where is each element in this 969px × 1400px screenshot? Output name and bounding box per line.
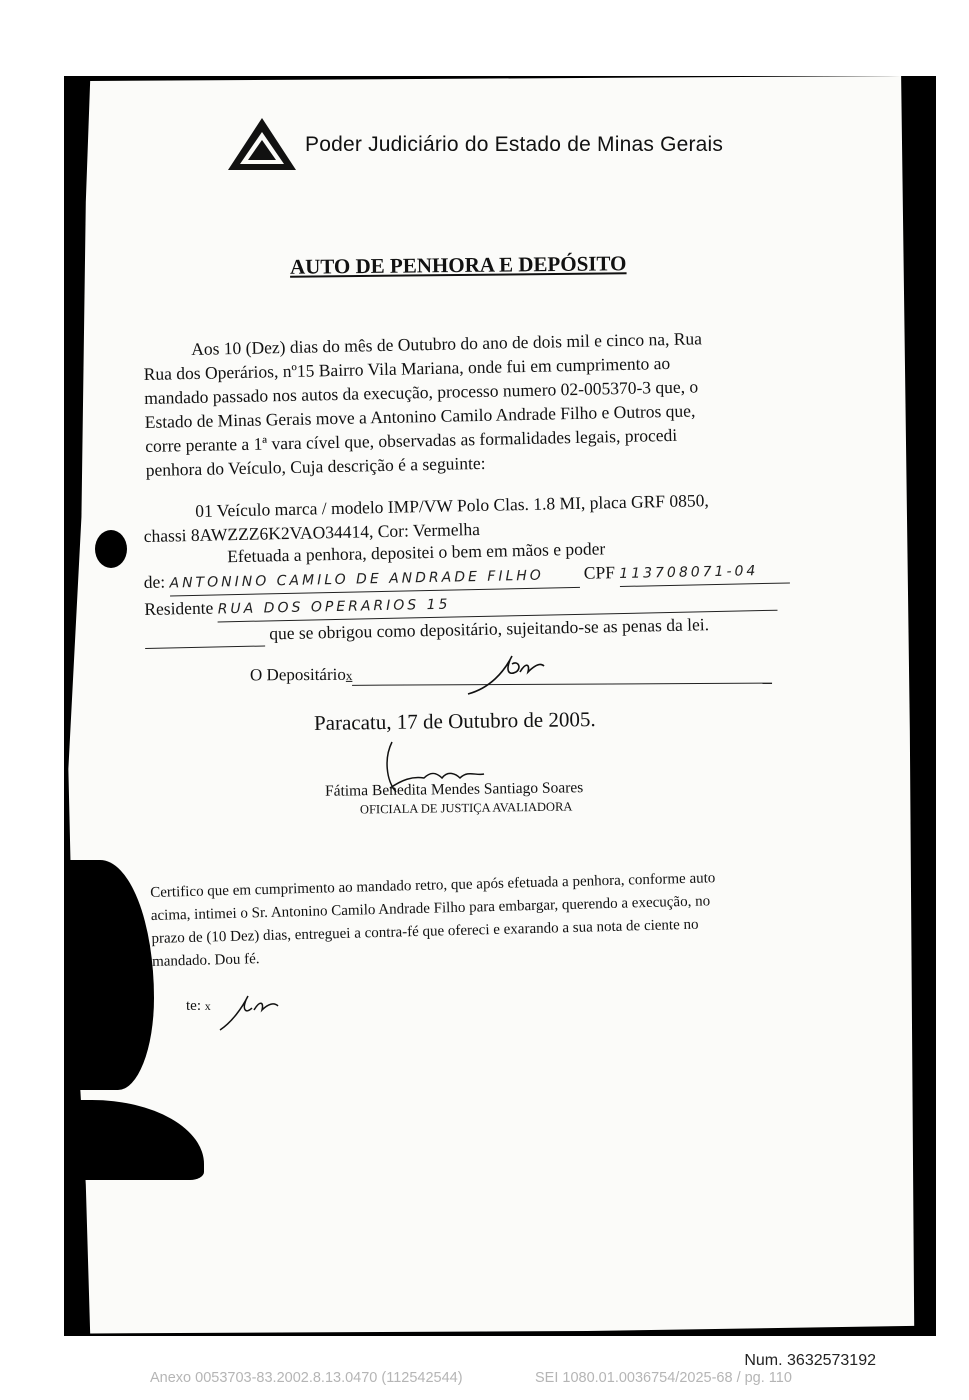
place-date: Paracatu, 17 de Outubro de 2005. (313, 707, 596, 735)
depositary-signature (460, 650, 550, 700)
body-line: penhora do Veículo, Cuja descrição é a seguinte: (145, 452, 486, 480)
body-line: Estado de Minas Gerais move a Antonino Camilo Andrade Filho e Outros que, (144, 400, 696, 432)
court-logo (226, 116, 298, 172)
certificate-paragraph (150, 865, 812, 974)
body-line: corre perante a 1ª vara cível que, observadas as formalidades legais, procedi (145, 424, 678, 456)
certificate-line: Certifico que em cumprimento ao mandado retro, que após efetuada a penhora, conforme auto (150, 870, 716, 901)
ciente-line (186, 998, 211, 1015)
certificate-line: prazo de (10 Dez) dias, entreguei a contra-fé que ofereci e exarando a sua nota de ciente no (151, 916, 699, 947)
obligation-text: que se obrigou como depositário, sujeitando-se as penas da lei. (269, 614, 710, 644)
de-label: de: (143, 571, 166, 592)
sign-mark: x (345, 667, 353, 683)
anexo-reference: Anexo 0053703-83.2002.8.13.0470 (112542544) (150, 1370, 463, 1386)
depositary-sign-label: O Depositário (249, 664, 346, 685)
body-line: Aos 10 (Dez) dias do mês de Outubro do ano de dois mil e cinco na, Rua (191, 328, 703, 359)
body-line: mandado passado nos autos da execução, processo numero 02-005370-3 que, o (144, 376, 699, 408)
header-title: Poder Judiciário do Estado de Minas Gerais (305, 133, 724, 156)
ciente-label: te: (186, 998, 201, 1014)
blank-line (145, 621, 265, 649)
depositary-name-handwritten: ANTONINO CAMILO DE ANDRADE FILHO (169, 563, 579, 597)
deposit-intro: Efetuada a penhora, depositei o bem em mãos e poder (227, 538, 606, 567)
ink-blot (95, 530, 127, 568)
document-number: Num. 3632573192 (744, 1352, 876, 1369)
residence-value-handwritten: RUA DOS OPERARIOS 15 (217, 586, 777, 623)
deposit-section (143, 533, 785, 649)
vehicle-line: 01 Veículo marca / modelo IMP/VW Polo Clas. 1.8 MI, placa GRF 0850, (195, 490, 709, 521)
certificate-line: acima, intimei o Sr. Antonino Camilo Andrade Filho para embargar, querendo a execução, no (150, 893, 711, 924)
residence-label: Residente (144, 597, 214, 619)
sei-reference: SEI 1080.01.0036754/2025-68 / pg. 110 (535, 1370, 792, 1386)
cpf-label: CPF (583, 562, 616, 583)
vehicle-line: chassi 8AWZZZ6K2VAO34414, Cor: Vermelha (143, 518, 481, 546)
officer-role: OFICIALA DE JUSTIÇA AVALIADORA (359, 799, 573, 817)
certificate-line: mandado. Dou fé. (151, 951, 260, 970)
ciente-signature (214, 990, 284, 1035)
ciente-mark: x (204, 999, 211, 1013)
body-paragraph (143, 325, 786, 482)
document-title: AUTO DE PENHORA E DEPÓSITO (289, 251, 627, 279)
cpf-value-handwritten: 113708071-04 (619, 558, 789, 587)
officer-name: Fátima Benedita Mendes Santiago Soares (324, 779, 584, 800)
body-line: Rua dos Operários, nº15 Bairro Vila Mariana, onde fui em cumprimento ao (143, 352, 671, 384)
